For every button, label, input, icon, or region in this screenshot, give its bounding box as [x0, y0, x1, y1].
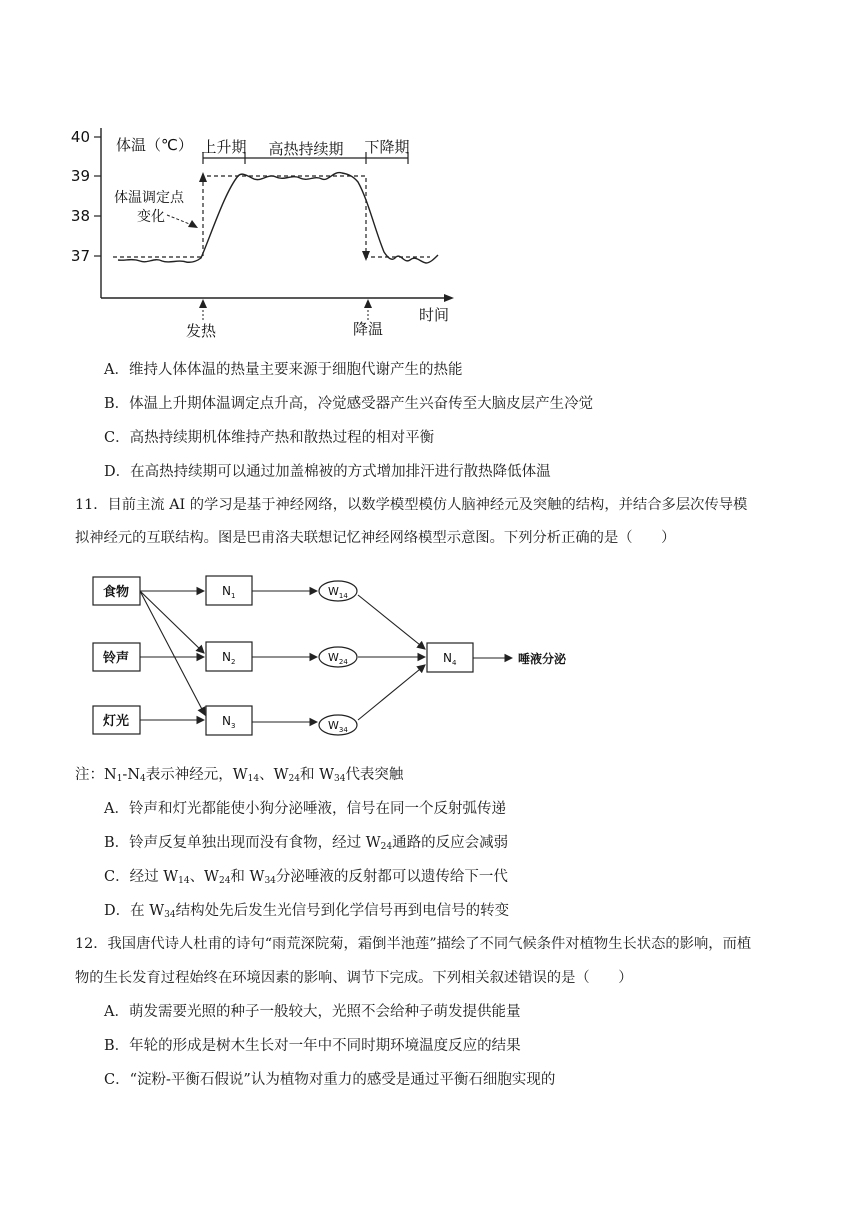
q10-option-c: C．高热持续期机体维持产热和散热过程的相对平衡 — [104, 430, 435, 446]
set-point-label-line2: 变化 — [137, 209, 165, 225]
q12-stem-line1: 12．我国唐代诗人杜甫的诗句“雨荒深院菊，霜倒半池莲”描绘了不同气候条件对植物生长状态的影响，而植 — [75, 936, 752, 952]
synapse-w14-label: $W_{14}$ — [328, 585, 348, 600]
q11-note: 注：$N_1-N_4$表示神经元，$W_{14}$、$W_{24}$和 $W_{34}$代表突触 — [75, 767, 404, 784]
q11-option-a: A．铃声和灯光都能使小狗分泌唾液，信号在同一个反射弧传递 — [104, 801, 506, 817]
y-tick-39: 39 — [70, 167, 90, 185]
output-salivation-label: 唾液分泌 — [518, 652, 567, 666]
q12-option-a: A．萌发需要光照的种子一般较大，光照不会给种子萌发提供能量 — [104, 1004, 521, 1020]
q11-option-b: B．铃声反复单独出现而没有食物，经过 $W_{24}$通路的反应会减弱 — [104, 835, 509, 852]
x-axis-arrow — [444, 294, 454, 302]
q10-option-d: D．在高热持续期可以通过加盖棉被的方式增加排汗进行散热降低体温 — [104, 464, 551, 480]
phase-rise-label: 上升期 — [201, 138, 247, 156]
marker-fever-label: 发热 — [185, 322, 217, 340]
set-point-label-line1: 体温调定点 — [114, 190, 184, 206]
body-temperature-curve — [118, 173, 438, 263]
q12-stem-line2: 物的生长发育过程始终在环境因素的影响、调节下完成。下列相关叙述错误的是（ ） — [75, 970, 633, 986]
y-tick-38: 38 — [70, 207, 90, 225]
neuron-n4-label: $N_4$ — [443, 651, 457, 667]
synapse-w24-label: $W_{24}$ — [328, 651, 348, 666]
q12-option-b: B．年轮的形成是树木生长对一年中不同时期环境温度反应的结果 — [104, 1038, 521, 1054]
marker-cool-label: 降温 — [352, 320, 384, 338]
phase-plateau-label: 高热持续期 — [268, 140, 344, 158]
neuron-n1-label: $N_1$ — [222, 584, 236, 600]
q11-option-d: D．在 $W_{34}$结构处先后发生光信号到化学信号再到电信号的转变 — [104, 903, 510, 920]
synapse-w34-label: $W_{34}$ — [328, 719, 348, 734]
q11-stem-line2: 拟神经元的互联结构。图是巴甫洛夫联想记忆神经网络模型示意图。下列分析正确的是（ ） — [75, 530, 676, 546]
input-food-label: 食物 — [102, 585, 130, 600]
input-light-label: 灯光 — [102, 714, 130, 729]
neuron-n3-label: $N_3$ — [222, 714, 236, 730]
q11-option-c: C．经过 $W_{14}$、$W_{24}$和 $W_{34}$分泌唾液的反射都可以遗传给下一代 — [104, 869, 508, 886]
y-tick-40: 40 — [70, 128, 90, 146]
phase-fall-label: 下降期 — [364, 138, 410, 156]
q10-option-a: A．维持人体体温的热量主要来源于细胞代谢产生的热能 — [104, 362, 463, 378]
neuron-n2-label: $N_2$ — [222, 650, 236, 666]
q10-option-b: B．体温上升期体温调定点升高，冷觉感受器产生兴奋传至大脑皮层产生冷觉 — [104, 396, 594, 412]
q11-stem-line1: 11．目前主流 AI 的学习是基于神经网络，以数学模型模仿人脑神经元及突触的结构，并结合多层次传导模 — [75, 497, 748, 513]
q12-option-c: C．“淀粉-平衡石假说”认为植物对重力的感受是通过平衡石细胞实现的 — [104, 1072, 556, 1088]
pavlov-neural-network-diagram — [80, 565, 600, 750]
y-tick-37: 37 — [70, 247, 90, 265]
input-bell-label: 铃声 — [102, 651, 130, 666]
y-axis-label: 体温（℃） — [116, 136, 193, 154]
body-temperature-figure — [70, 120, 470, 350]
x-axis-label: 时间 — [418, 306, 450, 324]
